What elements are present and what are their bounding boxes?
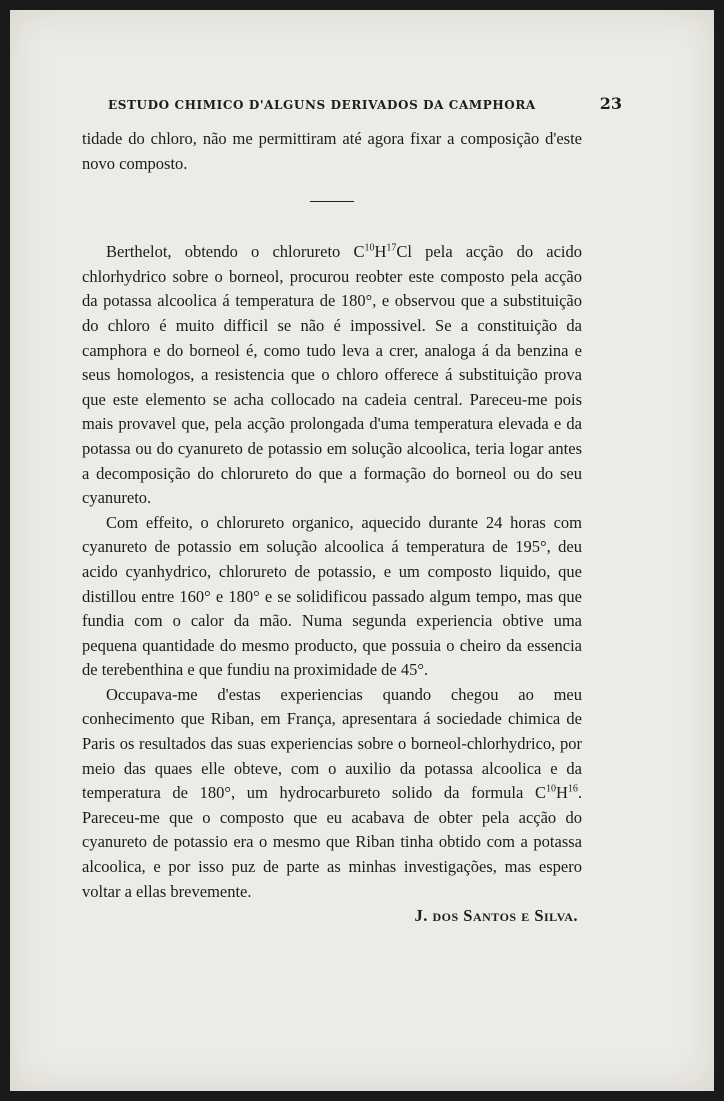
- author-signature: J. dos Santos e Silva.: [414, 906, 578, 926]
- text-run: Occupava-me d'estas experiencias quando chegou ao meu conhecimento que Riban, em França, apresentara á sociedade chimica de Paris os resultados das suas experiencias sobre o borneol-chlorhydrico, por meio das quaes elle obteve, com o auxilio da potassa alcoolica e da temperatura de 180°, um hydrocarbureto solido da formula C: [82, 684, 582, 803]
- superscript: 16: [567, 783, 578, 795]
- running-head: ESTUDO CHIMICO D'ALGUNS DERIVADOS DA CAMPHORA: [108, 98, 536, 112]
- page-number: 23: [599, 94, 622, 113]
- paragraph-experiment: Com effeito, o chlorureto organico, aquecido durante 24 horas com cyanureto de potassio em solução alcoolica á temperatura de 195°, deu acido cyanhydrico, chlorureto de potassio, e um composto liquido, que distillou entre 160° e 180° e se solidificou passado algum tempo, mas que fundia com o calor da mão. Numa segunda experiencia obtive uma pequena quantidade do mesmo producto, que possuia o cheiro da essencia de terebenthina e que fundiu na proximidade de 45°.: [82, 512, 582, 680]
- superscript: 17: [386, 242, 397, 254]
- text-run: . Pareceu-me que o composto que eu acabava de obter pela acção do cyanureto de potassio era o mesmo que Riban tinha obtido com a potassa alcoolica, e por isso puz de parte as minhas investigações, mas espero voltar a ellas brevemente.: [82, 783, 582, 901]
- opening-paragraph: tidade do chloro, não me permittiram até agora fixar a composição d'este novo composto.: [82, 129, 582, 173]
- section-divider: [310, 201, 354, 202]
- text-run: H: [374, 242, 387, 262]
- book-page: [10, 10, 714, 1091]
- superscript: 10: [545, 783, 556, 795]
- text-run: H: [555, 783, 568, 803]
- article-body: [82, 127, 582, 929]
- paragraph-berthelot: [82, 240, 582, 511]
- paragraph-riban: [82, 683, 582, 904]
- text-run: Berthelot, obtendo o chlorureto C: [106, 242, 365, 262]
- text-run: Cl pela acção do acido chlorhydrico sobre o borneol, procurou reobter este composto pela acção da potassa alcoolica á temperatura de 180°, e observou que a substituição do chloro é muito difficil se não é impossivel. Se a constituição da camphora e do borneol é, como tudo leva a crer, analoga á da benzina e seus homologos, a resistencia que o chloro offerece á substituição prova que este elemento se acha collocado na cadeia central. Pareceu-me pois mais provavel que, pela acção prolongada d'uma temperatura elevada e da potassa ou do cyanureto de potassio em solução alcoolica, teria logar antes a decomposição do chlorureto do que a formação do borneol ou do seu cyanureto.: [82, 242, 582, 508]
- superscript: 10: [364, 242, 375, 254]
